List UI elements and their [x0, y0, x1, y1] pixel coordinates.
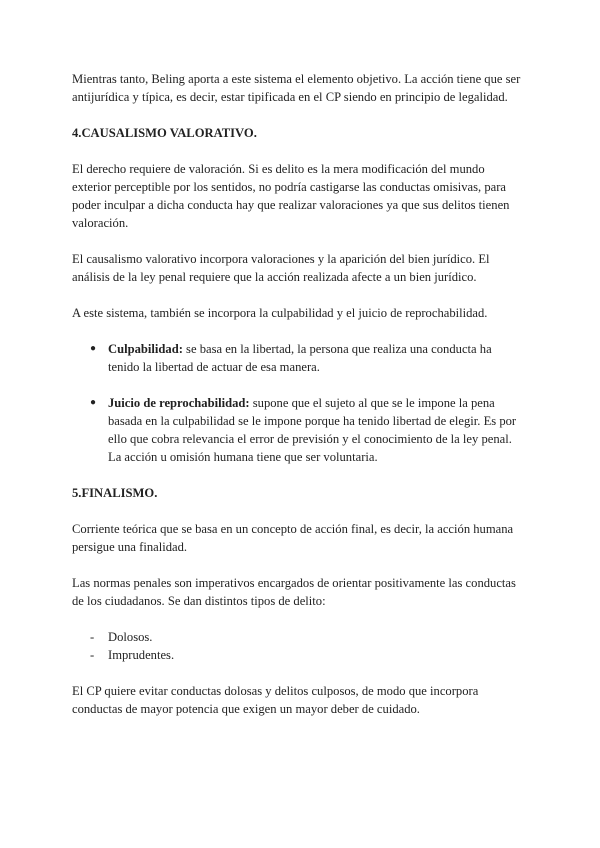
section-5-paragraph-3: El CP quiere evitar conductas dolosas y delitos culposos, de modo que incorpora conductas de mayor potencia que exigen un mayor deber de cuidado. — [72, 684, 479, 716]
list-item-text: Dolosos. — [108, 630, 153, 644]
dash-icon: - — [90, 630, 95, 644]
section-5-heading: 5.FINALISMO. — [72, 486, 158, 500]
dash-icon: - — [90, 648, 95, 662]
section-4-paragraph-1: El derecho requiere de valoración. Si es delito es la mera modificación del mundo exterior perceptible por los sentidos, no podría castigarse las conductas omisivas, para poder inculpar a dicha conducta hay que realizar valoraciones ya que sus delitos tienen valoración. — [72, 162, 510, 230]
list-item-dolosos — [72, 628, 524, 646]
section-5-paragraph-1: Corriente teórica que se basa en un concepto de acción final, es decir, la acción humana persigue una finalidad. — [72, 522, 514, 554]
section-5-paragraph-2: Las normas penales son imperativos encargados de orientar positivamente las conductas de los ciudadanos. Se dan distintos tipos de delito: — [72, 576, 516, 608]
delito-types-list — [72, 628, 524, 664]
bullet-item-juicio-de-reprochabilidad — [72, 394, 524, 466]
list-item-text: Imprudentes. — [108, 648, 175, 662]
bullet-term: Juicio de reprochabilidad: — [108, 396, 250, 410]
section-4-paragraph-3: A este sistema, también se incorpora la culpabilidad y el juicio de reprochabilidad. — [72, 306, 488, 320]
section-4-paragraph-2: El causalismo valorativo incorpora valoraciones y la aparición del bien jurídico. El análisis de la ley penal requiere que la acción realizada afecte a un bien jurídico. — [72, 252, 490, 284]
section-4-bullet-list — [72, 340, 524, 466]
section-4-heading: 4.CAUSALISMO VALORATIVO. — [72, 126, 257, 140]
bullet-term: Culpabilidad: — [108, 342, 183, 356]
bullet-item-culpabilidad — [72, 340, 524, 376]
bullet-icon: ● — [90, 343, 97, 354]
bullet-text: se basa en la libertad, la persona que realiza una conducta ha tenido la libertad de actuar de esa manera. — [108, 342, 492, 374]
bullet-text: supone que el sujeto al que se le impone la pena basada en la culpabilidad se le impone porque ha tenido libertad de elegir. Es por ello que cobra relevancia el error de previsión y el conocimiento de la ley penal. La acción u omisión humana tiene que ser voluntaria. — [108, 396, 517, 464]
bullet-icon: ● — [90, 397, 97, 408]
document-page — [72, 70, 524, 736]
list-item-imprudentes — [72, 646, 524, 664]
intro-paragraph: Mientras tanto, Beling aporta a este sistema el elemento objetivo. La acción tiene que ser antijurídica y típica, es decir, estar tipificada en el CP siendo en principio de legalidad. — [72, 72, 521, 104]
